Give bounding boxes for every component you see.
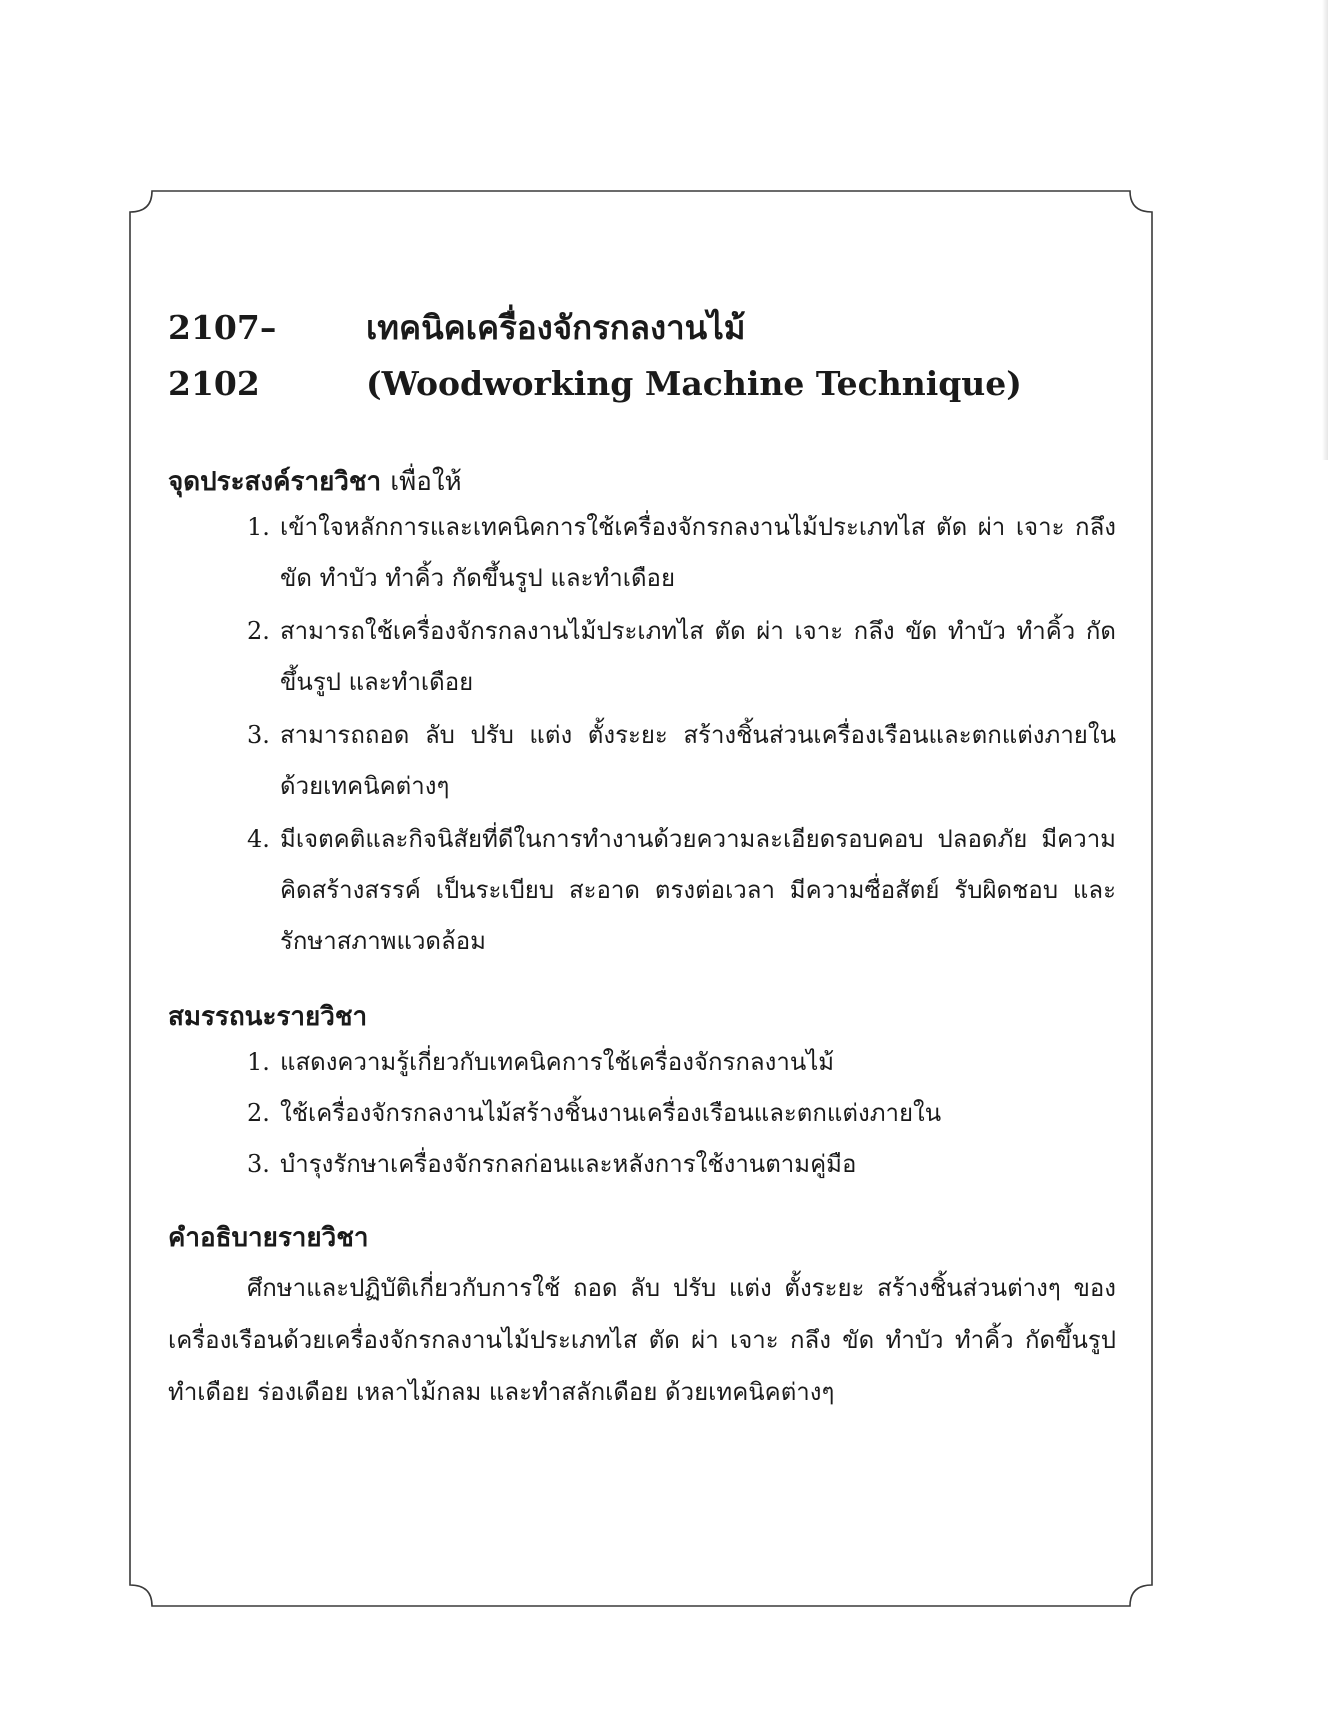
objectives-list — [168, 502, 1116, 967]
item-number: 2. — [247, 1099, 270, 1127]
list-item — [168, 502, 1116, 604]
item-number: 3. — [247, 721, 270, 749]
objectives-heading — [168, 462, 1116, 502]
competencies-heading: สมรรถนะรายวิชา — [168, 1002, 368, 1032]
item-number: 1. — [247, 513, 270, 541]
page-edge-shadow — [1322, 0, 1328, 460]
objectives-heading-text: จุดประสงค์รายวิชา — [168, 467, 382, 497]
description-section — [168, 1218, 1116, 1418]
item-text: เข้าใจหลักการและเทคนิคการใช้เครื่องจักรกลงานไม้ประเภทไส ตัด ผ่า เจาะ กลึง ขัด ทำบัว ทำคิ้ว กัดขึ้นรูป และทำเดือย — [280, 513, 1116, 592]
item-text: มีเจตคติและกิจนิสัยที่ดีในการทำงานด้วยความละเอียดรอบคอบ ปลอดภัย มีความคิดสร้างสรรค์ เป็นระเบียบ สะอาด ตรงต่อเวลา มีความซื่อสัตย์ รับผิดชอบ และรักษาสภาพแวดล้อม — [280, 825, 1116, 955]
item-number: 3. — [247, 1150, 270, 1178]
list-item — [168, 1088, 1116, 1139]
course-title-english: (Woodworking Machine Technique) — [366, 364, 1022, 403]
course-code: 2107–2102 — [168, 308, 277, 403]
course-title-thai: เทคนิคเครื่องจักรกลงานไม้ — [366, 308, 746, 347]
item-number: 1. — [247, 1048, 270, 1076]
list-item — [168, 710, 1116, 812]
item-number: 4. — [247, 825, 270, 853]
item-text: สามารถใช้เครื่องจักรกลงานไม้ประเภทไส ตัด ผ่า เจาะ กลึง ขัด ทำบัว ทำคิ้ว กัดขึ้นรูป และทำเดือย — [280, 617, 1116, 696]
description-text: ศึกษาและปฏิบัติเกี่ยวกับการใช้ ถอด ลับ ปรับ แต่ง ตั้งระยะ สร้างชิ้นส่วนต่างๆ ของเครื่องเรือนด้วยเครื่องจักรกลงานไม้ประเภทไส ตัด ผ่า เจาะ กลึง ขัด ทำบัว ทำคิ้ว กัดขึ้นรูป ทำเดือย ร่องเดือย เหลาไม้กลม และทำสลักเดือย ด้วยเทคนิคต่างๆ — [168, 1274, 1116, 1406]
objectives-heading-suffix: เพื่อให้ — [390, 467, 462, 497]
course-header — [168, 300, 1116, 412]
list-item — [168, 1037, 1116, 1088]
objectives-section — [168, 462, 1116, 967]
item-text: สามารถถอด ลับ ปรับ แต่ง ตั้งระยะ สร้างชิ้นส่วนเครื่องเรือนและตกแต่งภายในด้วยเทคนิคต่างๆ — [280, 721, 1116, 800]
competencies-section — [168, 997, 1116, 1190]
item-text: ใช้เครื่องจักรกลงานไม้สร้างชิ้นงานเครื่องเรือนและตกแต่งภายใน — [280, 1099, 942, 1127]
description-heading: คำอธิบายรายวิชา — [168, 1223, 369, 1253]
course-title-block — [366, 300, 1022, 412]
item-text: แสดงความรู้เกี่ยวกับเทคนิคการใช้เครื่องจักรกลงานไม้ — [280, 1048, 835, 1076]
list-item — [168, 1139, 1116, 1190]
competencies-list — [168, 1037, 1116, 1190]
document-content — [168, 300, 1116, 1418]
list-item — [168, 814, 1116, 967]
item-number: 2. — [247, 617, 270, 645]
list-item — [168, 606, 1116, 708]
item-text: บำรุงรักษาเครื่องจักรกลก่อนและหลังการใช้งานตามคู่มือ — [280, 1150, 857, 1178]
